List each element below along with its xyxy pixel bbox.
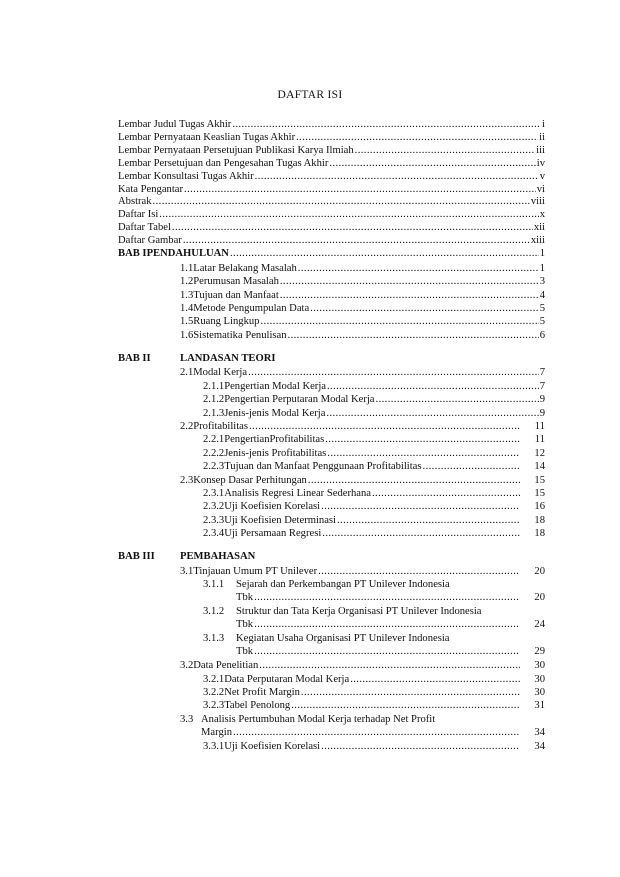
toc-entry — [203, 500, 545, 513]
toc-entry — [203, 578, 545, 591]
dot-leader — [153, 195, 530, 208]
section-number: 3.2.3 — [203, 700, 225, 712]
section-number: 2.3.1 — [203, 487, 225, 499]
section-number: 2.2.3 — [203, 461, 225, 473]
toc-entry-label: Ruang Lingkup — [193, 316, 260, 328]
section-number: 2.1 — [180, 367, 194, 379]
dot-leader — [288, 329, 539, 342]
toc-entry — [203, 605, 545, 618]
dot-leader — [280, 289, 539, 302]
toc-entry-label: Abstrak — [118, 196, 152, 208]
dot-leader — [327, 447, 520, 460]
toc-entry — [180, 420, 545, 433]
section-number: 1.4 — [180, 302, 194, 314]
toc-entry — [118, 157, 545, 170]
toc-entry-label: Lembar Persetujuan dan Pengesahan Tugas Akhir — [118, 157, 329, 169]
page-number: 12 — [534, 447, 545, 459]
toc-entry-label: Tujuan dan Manfaat Penggunaan Profitabilitas — [224, 461, 422, 473]
toc-entry-label: Daftar Isi — [118, 209, 159, 221]
section-number: 2.2.2 — [203, 447, 225, 459]
chapter-number: BAB II — [118, 352, 151, 364]
toc-entry — [203, 632, 545, 645]
section-number: 3.1.3 — [203, 633, 225, 645]
toc-entry — [203, 699, 545, 712]
toc-entry-label: Sejarah dan Perkembangan PT Unilever Indonesia — [236, 579, 450, 591]
page-number: iii — [536, 144, 545, 156]
section-number: 1.5 — [180, 316, 194, 328]
page-number: 20 — [534, 592, 545, 603]
toc-chapter — [118, 247, 545, 260]
dot-leader — [159, 208, 538, 221]
section-number: 1.3 — [180, 289, 194, 301]
toc-entry-label: Daftar Tabel — [118, 222, 171, 234]
section-number: 1.2 — [180, 276, 194, 288]
toc-entry-label: Profitabilitas — [193, 420, 248, 432]
page-number: 15 — [534, 474, 545, 486]
section-number: 3.3.1 — [203, 740, 225, 752]
section-number: 2.3.2 — [203, 501, 225, 513]
dot-leader — [254, 618, 520, 631]
toc-entry — [180, 565, 545, 578]
dot-leader — [296, 131, 538, 144]
dot-leader — [184, 183, 536, 196]
chapter-title: LANDASAN TEORI — [180, 352, 276, 364]
page-number: 24 — [534, 619, 545, 630]
toc-entry — [180, 713, 545, 726]
page-number: 18 — [534, 514, 545, 526]
toc-entry-label: Analisis Regresi Linear Sederhana — [224, 487, 371, 499]
page-number: 7 — [539, 367, 545, 379]
section-number: 2.3.3 — [203, 514, 225, 526]
page-number: 29 — [534, 646, 545, 657]
toc-entry — [180, 289, 545, 302]
toc-entry-label: Uji Koefisien Determinasi — [224, 514, 336, 526]
toc-entry-continuation: Tbk — [236, 646, 254, 657]
dot-leader — [310, 302, 539, 315]
page-number: 1 — [539, 262, 545, 274]
toc-entry — [236, 645, 545, 658]
toc-entry — [118, 118, 545, 131]
section-number: 1.1 — [180, 262, 194, 274]
toc-entry-label: Lembar Konsultasi Tugas Akhir — [118, 170, 254, 182]
page-number: 3 — [539, 276, 545, 288]
toc-entry-label: Uji Koefisien Korelasi — [224, 740, 321, 752]
dot-leader — [318, 565, 520, 578]
page-number: 20 — [534, 565, 545, 577]
page-title: DAFTAR ISI — [277, 89, 343, 101]
toc-chapter — [118, 550, 545, 563]
dot-leader — [329, 157, 535, 170]
toc-entry — [180, 659, 545, 672]
toc-entry — [203, 527, 545, 540]
page-number: 11 — [534, 434, 545, 446]
toc-entry — [180, 315, 545, 328]
toc-entry-label: Tujuan dan Manfaat — [193, 289, 279, 301]
page-number: v — [539, 170, 545, 182]
dot-leader — [183, 234, 530, 247]
page-number: 30 — [534, 660, 545, 672]
dot-leader — [355, 144, 536, 157]
toc-entry-label: Struktur dan Tata Kerja Organisasi PT Unilever Indonesia — [236, 606, 482, 618]
toc-entry — [203, 433, 545, 446]
dot-leader — [255, 170, 539, 183]
toc-entry-label: Lembar Pernyataan Persetujuan Publikasi Karya Ilmiah — [118, 144, 354, 156]
page-number: i — [542, 119, 545, 130]
toc-entry — [180, 275, 545, 288]
dot-leader — [298, 262, 539, 275]
section-number: 3.1.2 — [203, 606, 225, 618]
toc-entry-label: Lembar Pernyataan Keaslian Tugas Akhir — [118, 131, 296, 143]
section-number: 3.2.2 — [203, 686, 225, 698]
toc-entry-label: Lembar Judul Tugas Akhir — [118, 119, 232, 130]
page-number: 16 — [534, 501, 545, 513]
page-number: xii — [533, 222, 545, 234]
dot-leader — [254, 591, 520, 604]
dot-leader — [254, 645, 520, 658]
dot-leader — [322, 527, 520, 540]
page-number: 31 — [534, 700, 545, 712]
section-number: 1.6 — [180, 329, 194, 341]
toc-entry-label: Modal Kerja — [193, 367, 248, 379]
toc-entry — [203, 740, 545, 753]
dot-leader — [172, 221, 533, 234]
dot-leader — [233, 726, 520, 739]
page-number: 34 — [534, 740, 545, 752]
toc-entry — [118, 170, 545, 183]
page-number: 7 — [539, 380, 545, 392]
page-number: 30 — [534, 686, 545, 698]
toc-entry-label: Pengertian Modal Kerja — [224, 380, 326, 392]
dot-leader — [259, 659, 520, 672]
dot-leader — [326, 407, 538, 420]
toc-entry-label: Kata Pengantar — [118, 183, 184, 195]
section-number: 3.3 — [180, 713, 194, 725]
dot-leader — [260, 315, 538, 328]
toc-entry — [118, 208, 545, 221]
toc-entry-label: Metode Pengumpulan Data — [193, 302, 310, 314]
section-number: 3.1 — [180, 565, 194, 577]
page-number: 1 — [539, 248, 545, 259]
chapter-number: BAB I — [118, 248, 147, 259]
dot-leader — [249, 420, 520, 433]
toc-entry-label: Jenis-jenis Modal Kerja — [224, 407, 326, 419]
page-number: 18 — [534, 528, 545, 540]
dot-leader — [423, 460, 520, 473]
toc-entry-label: Daftar Gambar — [118, 235, 182, 247]
dot-leader — [280, 275, 539, 288]
toc-entry — [203, 460, 545, 473]
toc-entry — [201, 726, 545, 739]
toc-entry — [118, 131, 545, 144]
page-number: 9 — [539, 394, 545, 406]
toc-entry — [180, 366, 545, 379]
toc-entry — [118, 183, 545, 196]
toc-entry-label: Uji Koefisien Korelasi — [224, 501, 321, 513]
toc-entry-continuation: Margin — [201, 726, 232, 738]
section-number: 2.2.1 — [203, 434, 225, 446]
dot-leader — [327, 380, 539, 393]
toc-entry — [236, 591, 545, 604]
toc-entry — [203, 487, 545, 500]
page-number: 5 — [539, 316, 545, 328]
toc-entry-label: Pengertian Perputaran Modal Kerja — [224, 394, 375, 406]
toc-entry — [203, 407, 545, 420]
page-number: 9 — [539, 407, 545, 419]
page-number: vi — [536, 183, 545, 195]
page-number: 14 — [534, 461, 545, 473]
toc-entry — [203, 380, 545, 393]
dot-leader — [372, 487, 520, 500]
dot-leader — [232, 118, 541, 131]
toc-entry-label: Tinjauan Umum PT Unilever — [193, 565, 318, 577]
dot-leader — [291, 699, 520, 712]
toc-entry — [118, 234, 545, 247]
toc-entry — [203, 673, 545, 686]
page-number: ii — [539, 131, 545, 143]
dot-leader — [321, 740, 520, 753]
page-number: xiii — [530, 235, 545, 247]
page-number: 15 — [534, 487, 545, 499]
toc-entry-label: Analisis Pertumbuhan Modal Kerja terhadap Net Profit — [201, 713, 436, 725]
page-number: 5 — [539, 302, 545, 314]
toc-entry-label: Uji Persamaan Regresi — [224, 528, 322, 540]
toc-entry — [180, 262, 545, 275]
toc-entry — [203, 514, 545, 527]
section-number: 3.2 — [180, 660, 194, 672]
dot-leader — [301, 686, 520, 699]
page-number: 4 — [539, 289, 545, 301]
dot-leader — [308, 474, 520, 487]
toc-entry-label: Kegiatan Usaha Organisasi PT Unilever Indonesia — [236, 633, 450, 645]
dot-leader — [248, 366, 539, 379]
toc-entry — [203, 393, 545, 406]
section-number: 2.3.4 — [203, 528, 225, 540]
section-number: 2.1.1 — [203, 380, 225, 392]
toc-entry-label: Jenis-jenis Profitabilitas — [224, 447, 327, 459]
toc-entry-label: Perumusan Masalah — [193, 276, 279, 288]
toc-entry — [180, 302, 545, 315]
page-number: 30 — [534, 673, 545, 685]
dot-leader — [337, 514, 520, 527]
page-number: viii — [530, 196, 545, 208]
toc-entry-label: Tabel Penolong — [224, 700, 291, 712]
dot-leader — [325, 433, 520, 446]
page-number: 11 — [534, 420, 545, 432]
toc-entry-continuation: Tbk — [236, 592, 254, 603]
toc-entry — [118, 195, 545, 208]
section-number: 3.2.1 — [203, 673, 225, 685]
toc-entry-label: Net Profit Margin — [224, 686, 300, 698]
section-number: 2.3 — [180, 474, 194, 486]
chapter-number: BAB III — [118, 551, 155, 562]
toc-entry-label: Latar Belakang Masalah — [193, 262, 297, 274]
toc-entry — [180, 329, 545, 342]
toc-entry-label: Data Perputaran Modal Kerja — [224, 673, 350, 685]
toc-entry-label: PengertianProfitabilitas — [224, 434, 325, 446]
page-number: 34 — [534, 726, 545, 738]
toc-entry-label: Data Penelitian — [193, 660, 259, 672]
dot-leader — [376, 393, 539, 406]
dot-leader — [321, 500, 520, 513]
section-number: 2.1.2 — [203, 394, 225, 406]
toc-entry — [236, 618, 545, 631]
section-number: 2.1.3 — [203, 407, 225, 419]
toc-entry — [118, 221, 545, 234]
page-number: 6 — [539, 329, 545, 341]
chapter-title: PENDAHULUAN — [146, 248, 229, 259]
toc-entry-continuation: Tbk — [236, 619, 254, 630]
page-number: x — [539, 209, 545, 221]
toc-entry-label: Konsep Dasar Perhitungan — [193, 474, 307, 486]
toc-entry — [180, 474, 545, 487]
section-number: 2.2 — [180, 420, 194, 432]
chapter-title: PEMBAHASAN — [180, 551, 256, 562]
dot-leader — [350, 673, 520, 686]
toc-chapter — [118, 352, 545, 365]
toc-entry — [203, 686, 545, 699]
toc-entry — [118, 144, 545, 157]
dot-leader — [230, 247, 539, 260]
section-number: 3.1.1 — [203, 579, 225, 591]
toc-entry — [203, 447, 545, 460]
toc-entry-label: Sistematika Penulisan — [193, 329, 287, 341]
page-number: iv — [536, 157, 545, 169]
